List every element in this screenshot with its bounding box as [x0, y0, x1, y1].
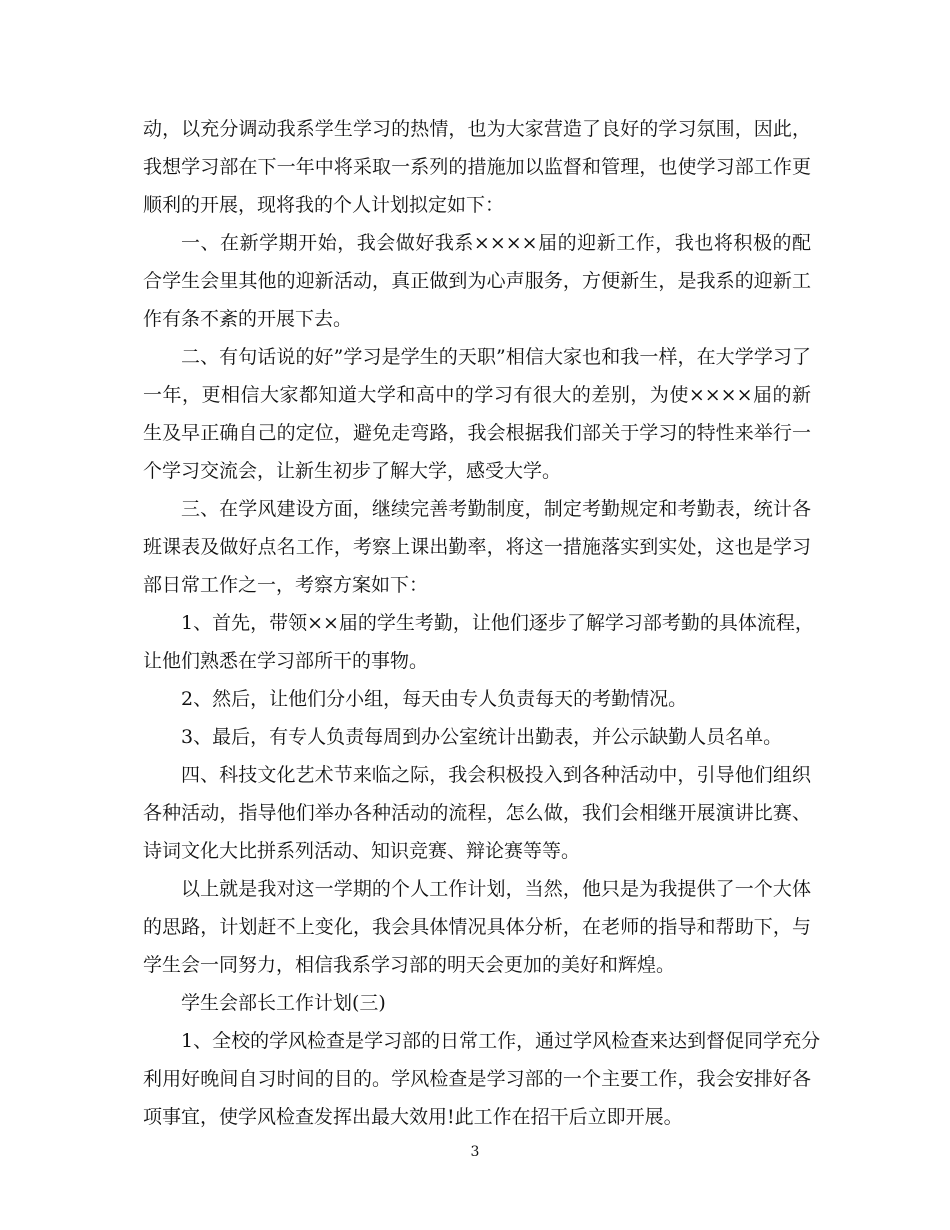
- body-line: 动，以充分调动我系学生学习的热情，也为大家营造了良好的学习氛围，因此，: [143, 118, 811, 140]
- body-line: 合学生会里其他的迎新活动，真正做到为心声服务，方便新生，是我系的迎新工: [143, 270, 811, 292]
- body-line: 四、科技文化艺术节来临之际，我会积极投入到各种活动中，引导他们组织: [181, 764, 811, 786]
- page-number: 3: [470, 1144, 480, 1160]
- body-line: 三、在学风建设方面，继续完善考勤制度，制定考勤规定和考勤表，统计各: [181, 498, 811, 520]
- body-line: 学生会一同努力，相信我系学习部的明天会更加的美好和辉煌。: [143, 954, 676, 976]
- body-line: 顺利的开展，现将我的个人计划拟定如下：: [143, 194, 505, 216]
- body-line: 2、然后，让他们分小组，每天由专人负责每天的考勤情况。: [181, 688, 688, 710]
- document-body: [143, 110, 821, 1136]
- body-line: 以上就是我对这一学期的个人工作计划，当然，他只是为我提供了一个大体: [181, 878, 811, 900]
- body-line: 班课表及做好点名工作，考察上课出勤率，将这一措施落实到实处，这也是学习: [143, 536, 811, 558]
- body-line: 一年，更相信大家都知道大学和高中的学习有很大的差别，为使××××届的新: [143, 384, 811, 406]
- body-line: 二、有句话说的好”学习是学生的天职”相信大家也和我一样，在大学学习了: [181, 346, 811, 368]
- body-line: 1、首先，带领××届的学生考勤，让他们逐步了解学习部考勤的具体流程，: [181, 612, 814, 634]
- body-line: 的思路，计划赶不上变化，我会具体情况具体分析，在老师的指导和帮助下，与: [143, 916, 811, 938]
- body-line: 作有条不紊的开展下去。: [143, 308, 353, 330]
- body-line: 生及早正确自己的定位，避免走弯路，我会根据我们部关于学习的特性来举行一: [143, 422, 811, 444]
- body-line: 利用好晚间自习时间的目的。学风检查是学习部的一个主要工作，我会安排好各: [143, 1068, 811, 1090]
- body-line: 3、最后，有专人负责每周到办公室统计出勤表，并公示缺勤人员名单。: [181, 726, 783, 748]
- body-line: 一、在新学期开始，我会做好我系××××届的迎新工作，我也将积极的配: [181, 232, 811, 254]
- body-line: 我想学习部在下一年中将采取一系列的措施加以监督和管理，也使学习部工作更: [143, 156, 811, 178]
- body-line: 让他们熟悉在学习部所干的事物。: [143, 650, 429, 672]
- body-line: 各种活动，指导他们举办各种活动的流程，怎么做，我们会相继开展演讲比赛、: [143, 802, 811, 824]
- body-line: 1、全校的学风检查是学习部的日常工作，通过学风检查来达到督促同学充分: [181, 1030, 821, 1052]
- body-line: 部日常工作之一，考察方案如下：: [143, 574, 429, 596]
- body-line: 项事宜，使学风检查发挥出最大效用!此工作在招干后立即开展。: [143, 1106, 683, 1128]
- section-heading: 学生会部长工作计划(三): [181, 992, 386, 1014]
- body-line: 个学习交流会，让新生初步了解大学，感受大学。: [143, 460, 562, 482]
- body-line: 诗词文化大比拼系列活动、知识竞赛、辩论赛等等。: [143, 840, 581, 862]
